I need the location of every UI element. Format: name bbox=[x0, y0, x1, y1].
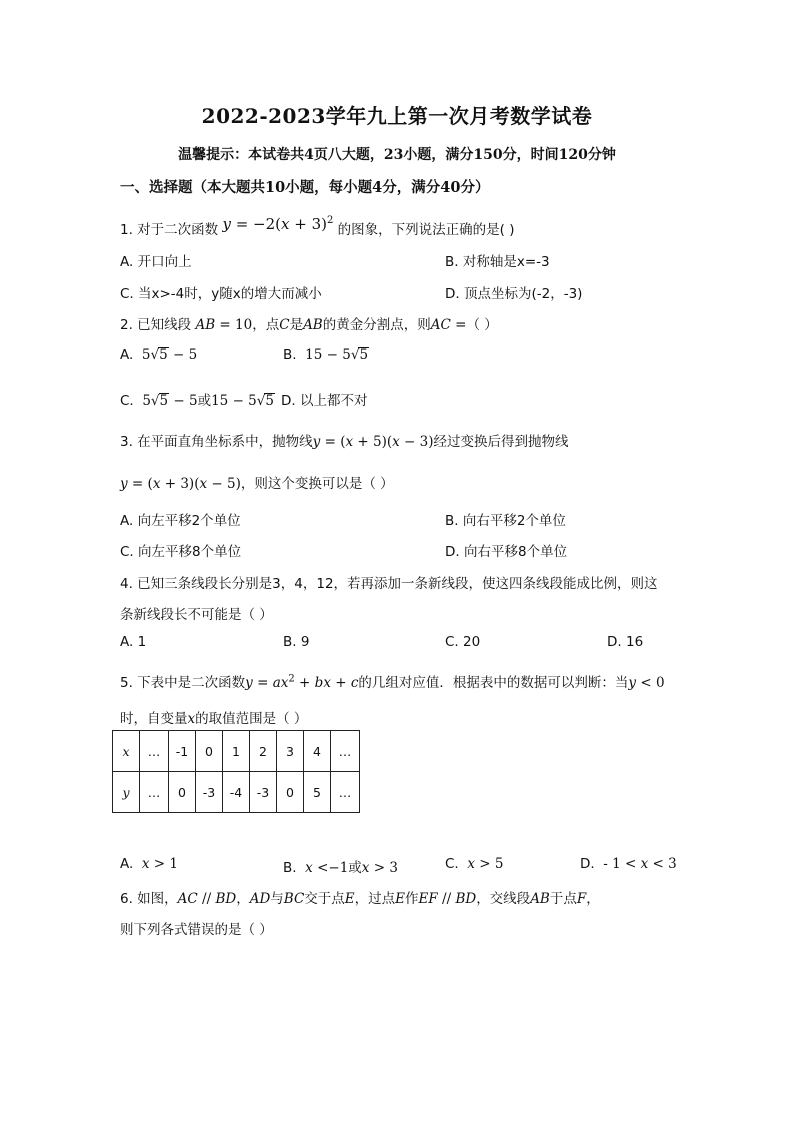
question-3-line2: y = (x + 3)(x − 5)，则这个变换可以是（ ） bbox=[120, 476, 394, 492]
question-6: 6. 如图，AC // BD，AD与BC交于点E，过点E作EF // BD，交线段AB于点F， bbox=[120, 891, 600, 907]
table-cell: -4 bbox=[223, 772, 250, 813]
q4-option-d[interactable]: D. 16 bbox=[607, 634, 644, 650]
q3-option-a[interactable]: A. 向左平移2个单位 bbox=[120, 513, 241, 529]
q1-option-d[interactable]: D. 顶点坐标为(-2，-3) bbox=[445, 286, 583, 302]
exam-tip: 温馨提示：本试卷共4页八大题，23小题，满分150分，时间120分钟 bbox=[178, 147, 616, 163]
q1-formula: $y = -2(x + 3)^2$ bbox=[222, 215, 334, 233]
question-6-line2: 则下列各式错误的是（ ） bbox=[120, 922, 273, 938]
table-row bbox=[113, 731, 360, 772]
q3-option-b[interactable]: B. 向右平移2个单位 bbox=[445, 513, 566, 529]
section-heading: 一、选择题（本大题共10小题，每小题4分，满分40分） bbox=[120, 179, 490, 196]
table-cell: 5 bbox=[304, 772, 331, 813]
question-5: 5. 下表中是二次函数$y = ax^2$ + bx + c的几组对应值．根据表中的数据可以判断：当y < 0 bbox=[120, 673, 665, 691]
q2-option-b[interactable]: B. 15 − 5√5 bbox=[283, 347, 369, 363]
table-cell: y bbox=[113, 772, 140, 813]
table-cell: 1 bbox=[223, 731, 250, 772]
question-1: 1. 对于二次函数 $y = -2(x + 3)^2$ 的图象，下列说法正确的是( ) bbox=[120, 215, 515, 238]
q5-option-a[interactable]: A. x > 1 bbox=[120, 856, 178, 872]
q5-option-c[interactable]: C. x > 5 bbox=[445, 856, 504, 872]
q5-option-b[interactable]: B. x <−1或x > 3 bbox=[283, 860, 398, 876]
table-cell: -3 bbox=[196, 772, 223, 813]
table-cell: … bbox=[331, 772, 360, 813]
table-cell: -3 bbox=[250, 772, 277, 813]
question-4-line1: 4. 已知三条线段长分别是3，4，12，若再添加一条新线段，使这四条线段能成比例，则这 bbox=[120, 576, 658, 592]
table-cell: … bbox=[331, 731, 360, 772]
table-cell: 2 bbox=[250, 731, 277, 772]
q1-option-c[interactable]: C. 当x>-4时，y随x的增大而减小 bbox=[120, 286, 322, 302]
q2-option-c[interactable]: C. 5√5 − 5或15 − 5√5 bbox=[120, 393, 274, 409]
table-cell: 0 bbox=[169, 772, 196, 813]
table-cell: … bbox=[140, 731, 169, 772]
question-5-line2: 时，自变量x的取值范围是（ ） bbox=[120, 711, 308, 727]
q1-option-a[interactable]: A. 开口向上 bbox=[120, 254, 192, 270]
q3-option-c[interactable]: C. 向左平移8个单位 bbox=[120, 544, 242, 560]
table-cell: 4 bbox=[304, 731, 331, 772]
value-table bbox=[112, 730, 360, 813]
page-title: 2022-2023学年九上第一次月考数学试卷 bbox=[201, 104, 593, 128]
table-cell: … bbox=[140, 772, 169, 813]
q4-option-b[interactable]: B. 9 bbox=[283, 634, 310, 650]
table-cell: x bbox=[113, 731, 140, 772]
q4-option-c[interactable]: C. 20 bbox=[445, 634, 481, 650]
q4-option-a[interactable]: A. 1 bbox=[120, 634, 147, 650]
table-row bbox=[113, 772, 360, 813]
q3-option-d[interactable]: D. 向右平移8个单位 bbox=[445, 544, 568, 560]
q1-option-b[interactable]: B. 对称轴是x=-3 bbox=[445, 254, 550, 270]
question-3: 3. 在平面直角坐标系中，抛物线y = (x + 5)(x − 3)经过变换后得到抛物线 bbox=[120, 434, 569, 450]
table-cell: 3 bbox=[277, 731, 304, 772]
table-cell: 0 bbox=[277, 772, 304, 813]
table-cell: 0 bbox=[196, 731, 223, 772]
question-2: 2. 已知线段 AB = 10，点C是AB的黄金分割点，则AC =（ ） bbox=[120, 317, 498, 333]
table-cell: -1 bbox=[169, 731, 196, 772]
q2-option-a[interactable]: A. 5√5 − 5 bbox=[120, 347, 198, 363]
q5-option-d[interactable]: D. - 1 < x < 3 bbox=[580, 856, 677, 872]
q2-option-d[interactable]: D. 以上都不对 bbox=[281, 393, 368, 409]
question-4-line2: 条新线段长不可能是（ ） bbox=[120, 607, 273, 623]
